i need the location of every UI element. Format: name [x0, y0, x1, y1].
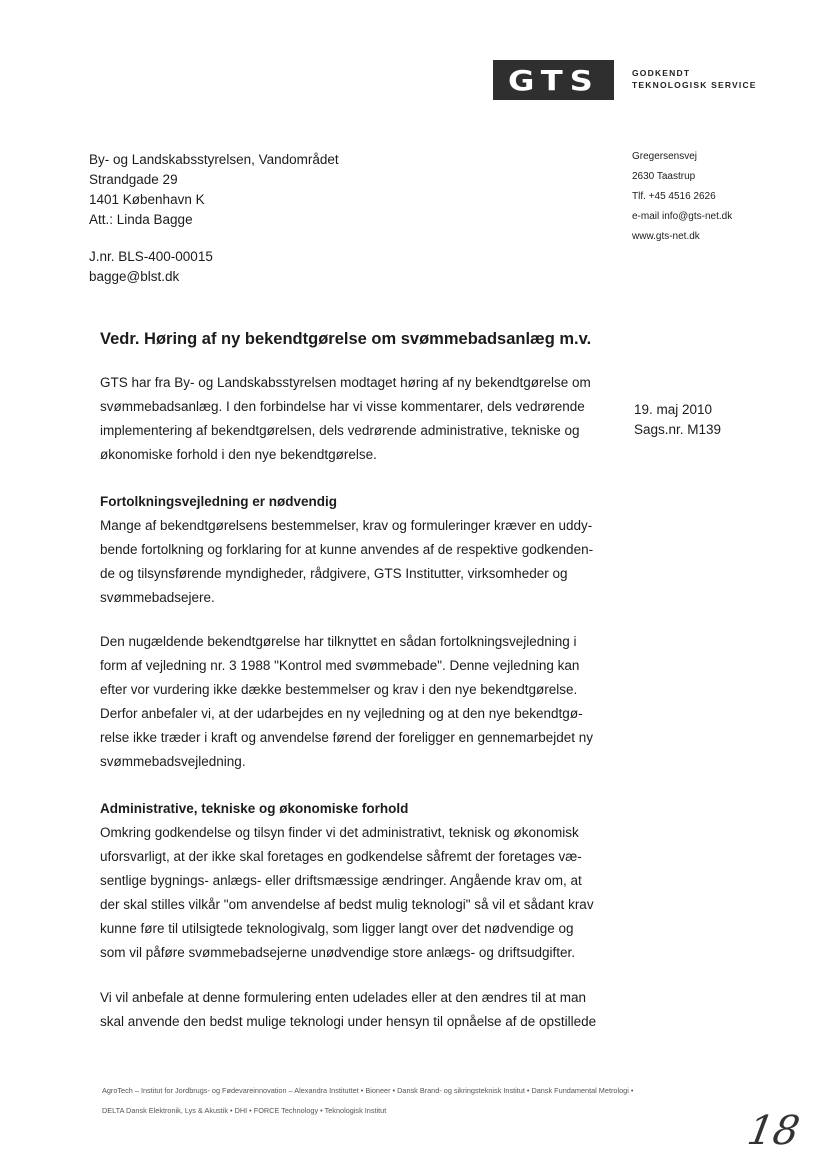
letter-subject: Vedr. Høring af ny bekendtgørelse om svømmebadsanlæg m.v. — [100, 330, 592, 348]
section-administrative — [100, 797, 620, 965]
text-line: Derfor anbefaler vi, at der udarbejdes en ny vejledning og at den nye bekendtgø- — [100, 706, 583, 721]
sender-city: 2630 Taastrup — [632, 171, 696, 182]
letter-date: 19. maj 2010 — [634, 402, 713, 417]
text-line: Den nugældende bekendtgørelse har tilknyttet en sådan fortolkningsvejledning i — [100, 634, 577, 649]
text-line: Vi vil anbefale at denne formulering enten udelades eller at den ændres til at man — [100, 990, 587, 1005]
case-number: Sags.nr. M139 — [634, 422, 722, 437]
logo-tagline — [632, 67, 757, 91]
text-line: kunne føre til utilsigtede teknologivalg, som ligger langt over det nødvendige og — [100, 921, 574, 936]
sender-phone: Tlf. +45 4516 2626 — [632, 191, 716, 202]
footer-line: DELTA Dansk Elektronik, Lys & Akustik • DHI • FORCE Technology • Teknologisk Institut — [102, 1106, 387, 1115]
recipient-line: Strandgade 29 — [89, 172, 178, 187]
intro-paragraph — [100, 371, 620, 467]
recipient-address — [89, 150, 339, 230]
text-line: implementering af bekendtgørelsen, dels vedrørende administrative, tekniske og — [100, 423, 580, 438]
journal-number: J.nr. BLS-400-00015 — [89, 249, 213, 264]
gts-logo — [493, 60, 614, 100]
logo-tagline-line1: GODKENDT — [632, 68, 691, 78]
sender-contact — [632, 147, 732, 247]
text-line: efter vor vurdering ikke dække bestemmelser og krav i den nye bekendtgørelse. — [100, 682, 578, 697]
sender-website: www.gts-net.dk — [632, 231, 700, 242]
section-fortolkning-paragraph2 — [100, 630, 620, 774]
recipient-line: Att.: Linda Bagge — [89, 212, 193, 227]
recipient-line: 1401 København K — [89, 192, 205, 207]
text-line: svømmebadsanlæg. I den forbindelse har vi visse kommentarer, dels vedrørende — [100, 399, 585, 414]
footer-institutes — [102, 1081, 633, 1121]
text-line: der skal stilles vilkår "om anvendelse af bedst mulig teknologi" så vil et sådant krav — [100, 897, 594, 912]
text-line: Omkring godkendelse og tilsyn finder vi det administrativt, teknisk og økonomisk — [100, 825, 579, 840]
text-line: skal anvende den bedst mulige teknologi under hensyn til opnåelse af de opstillede — [100, 1014, 597, 1029]
gts-logo-mark: GTS — [507, 63, 600, 97]
text-line: Mange af bekendtgørelsens bestemmelser, krav og formuleringer kræver en uddy- — [100, 518, 593, 533]
text-line: økonomiske forhold i den nye bekendtgørelse. — [100, 447, 377, 462]
section-heading: Administrative, tekniske og økonomiske forhold — [100, 801, 409, 816]
page-number: 18 — [743, 1108, 803, 1154]
text-line: de og tilsynsførende myndigheder, rådgivere, GTS Institutter, virksomheder og — [100, 566, 568, 581]
section-administrative-paragraph2 — [100, 986, 620, 1034]
text-line: bende fortolkning og forklaring for at kunne anvendes af de respektive godkenden- — [100, 542, 594, 557]
text-line: svømmebadsvejledning. — [100, 754, 246, 769]
text-line: som vil påføre svømmebadsejerne unødvendige store anlægs- og driftsudgifter. — [100, 945, 575, 960]
logo-tagline-line2: TEKNOLOGISK SERVICE — [632, 80, 757, 90]
section-fortolkning — [100, 490, 620, 610]
text-line: relse ikke træder i kraft og anvendelse førend der foreligger en gennemarbejdet ny — [100, 730, 594, 745]
text-line: uforsvarligt, at der ikke skal foretages en godkendelse såfremt der foretages væ- — [100, 849, 582, 864]
recipient-email: bagge@blst.dk — [89, 269, 180, 284]
date-block — [634, 400, 721, 440]
footer-line: AgroTech – Institut for Jordbrugs- og Fødevareinnovation – Alexandra Instituttet • Bioneer • Dansk Brand- og sikringsteknisk Institut • Dansk Fundamental Metrologi • — [102, 1086, 634, 1095]
text-line: form af vejledning nr. 3 1988 "Kontrol med svømmebade". Denne vejledning kan — [100, 658, 580, 673]
sender-street: Gregersensvej — [632, 151, 698, 162]
recipient-line: By- og Landskabsstyrelsen, Vandområdet — [89, 152, 339, 167]
section-heading: Fortolkningsvejledning er nødvendig — [100, 494, 338, 509]
sender-email: e-mail info@gts-net.dk — [632, 211, 733, 222]
text-line: svømmebadsejere. — [100, 590, 215, 605]
reference-block — [89, 247, 213, 287]
text-line: GTS har fra By- og Landskabsstyrelsen modtaget høring af ny bekendtgørelse om — [100, 375, 591, 390]
text-line: sentlige bygnings- anlægs- eller driftsmæssige ændringer. Angående krav om, at — [100, 873, 582, 888]
